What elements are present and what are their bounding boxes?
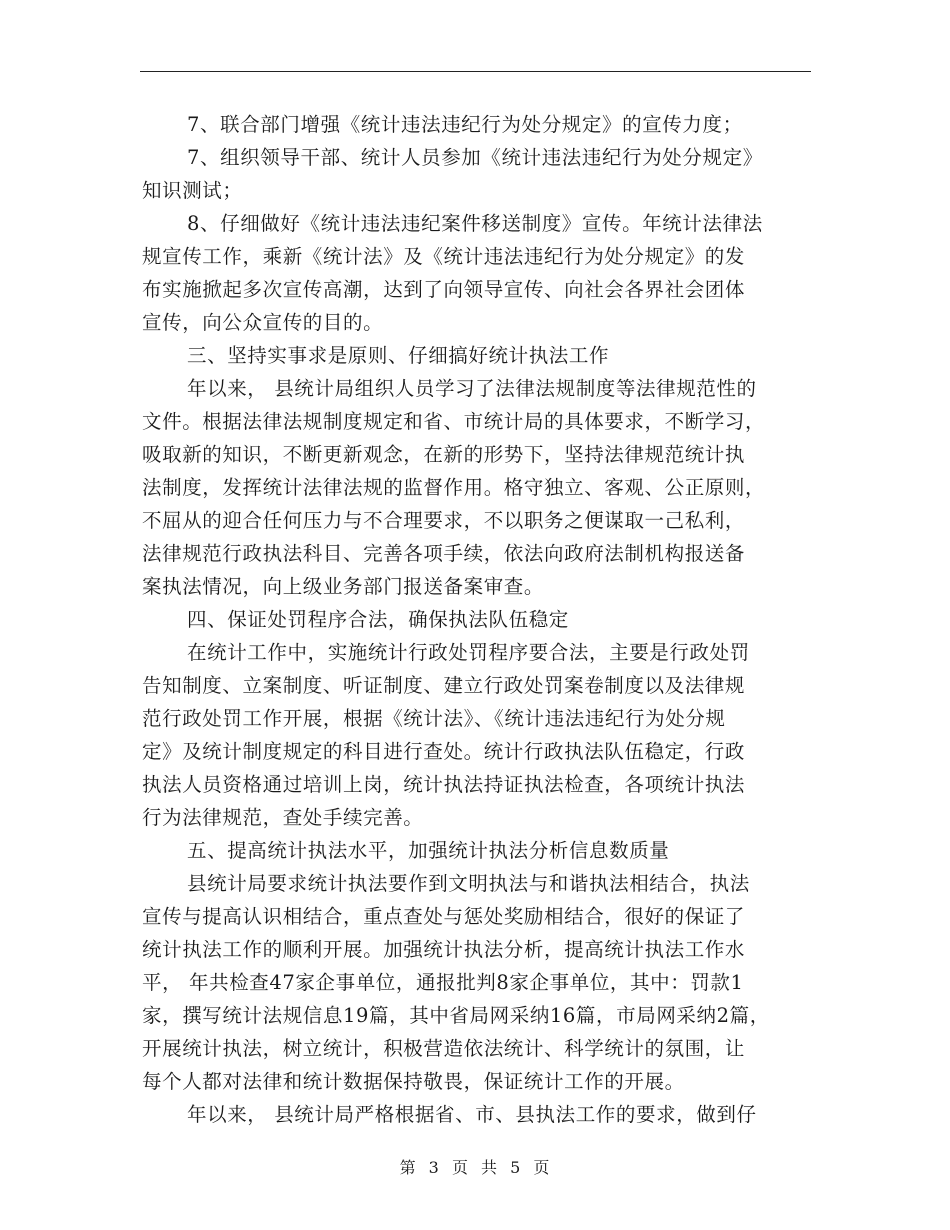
section-heading: 三、坚持实事求是原则、仔细搞好统计执法工作 (187, 344, 610, 367)
text-line: 法制度，发挥统计法律法规的监督作用。格守独立、客观、公正原则， (142, 476, 766, 499)
text-line: 宣传与提高认识相结合，重点查处与惩处奖励相结合，很好的保证了 (142, 905, 746, 928)
text-line: 定》及统计制度规定的科目进行查处。统计行政执法队伍稳定，行政 (142, 740, 746, 763)
text-line: 执法人员资格通过培训上岗，统计执法持证执法检查，各项统计执法 (142, 773, 746, 796)
text-line: 家，撰写统计法规信息19篇，其中省局网采纳16篇，市局网采纳2篇， (142, 1004, 770, 1027)
text-line: 规宣传工作，乘新《统计法》及《统计违法违纪行为处分规定》的发 (142, 245, 746, 268)
section-heading: 五、提高统计执法水平，加强统计执法分析信息数质量 (187, 839, 670, 862)
text-line: 开展统计执法，树立统计，积极营造依法统计、科学统计的氛围，让 (142, 1037, 746, 1060)
text-line: 知识测试； (142, 179, 243, 202)
text-line: 文件。根据法律法规制度规定和省、市统计局的具体要求，不断学习， (142, 410, 766, 433)
text-line: 县统计局要求统计执法要作到文明执法与和谐执法相结合，执法 (187, 872, 750, 895)
section-heading: 四、保证处罚程序合法，确保执法队伍稳定 (187, 608, 569, 631)
text-line: 7、联合部门增强《统计违法违纪行为处分规定》的宣传力度； (187, 113, 743, 136)
text-line: 法律规范行政执法科目、完善各项手续，依法向政府法制机构报送备 (142, 542, 746, 565)
text-line: 范行政处罚工作开展，根据《统计法》、《统计违法违纪行为处分规 (142, 707, 726, 730)
document-body (142, 108, 814, 1131)
header-rule (140, 71, 811, 72)
page-footer: 第 3 页 共 5 页 (399, 1158, 551, 1177)
text-line: 案执法情况，向上级业务部门报送备案审查。 (142, 575, 545, 598)
text-line: 宣传，向公众宣传的目的。 (142, 311, 384, 334)
text-line: 告知制度、立案制度、听证制度、建立行政处罚案卷制度以及法律规 (142, 674, 746, 697)
text-line: 在统计工作中，实施统计行政处罚程序要合法，主要是行政处罚 (187, 641, 750, 664)
text-line: 统计执法工作的顺利开展。加强统计执法分析，提高统计执法工作水 (142, 938, 746, 961)
text-line: 年以来， 县统计局组织人员学习了法律法规制度等法律规范性的 (187, 377, 757, 400)
text-line: 年以来， 县统计局严格根据省、市、县执法工作的要求，做到仔 (187, 1103, 757, 1126)
text-line: 平， 年共检查47家企事单位，通报批判8家企事单位，其中：罚款1 (142, 971, 744, 994)
text-line: 布实施掀起多次宣传高潮，达到了向领导宣传、向社会各界社会团体 (142, 278, 746, 301)
text-line: 吸取新的知识，不断更新观念，在新的形势下，坚持法律规范统计执 (142, 443, 746, 466)
text-line: 不屈从的迎合任何压力与不合理要求，不以职务之便谋取一己私利， (142, 509, 746, 532)
text-line: 每个人都对法律和统计数据保持敬畏，保证统计工作的开展。 (142, 1070, 685, 1093)
text-line: 行为法律规范，查处手续完善。 (142, 806, 424, 829)
text-line: 8、仔细做好《统计违法违纪案件移送制度》宣传。年统计法律法 (187, 212, 763, 235)
text-line: 7、组织领导干部、统计人员参加《统计违法违纪行为处分规定》 (187, 146, 763, 169)
